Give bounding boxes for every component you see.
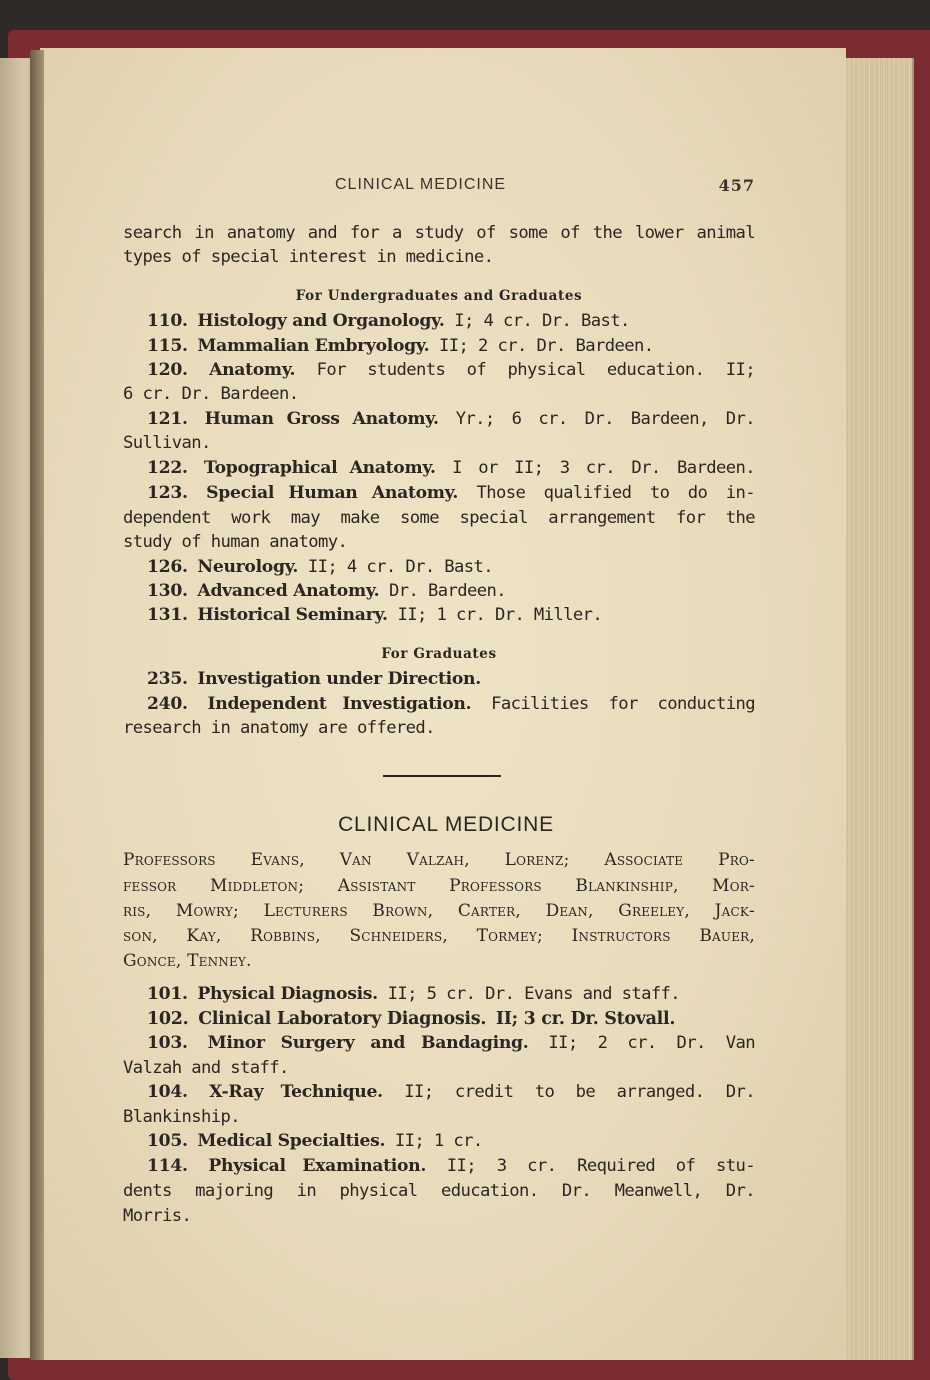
course-details: II; 2 cr. Dr. Bardeen. xyxy=(439,336,654,356)
staff-line: ris, Mowry; Lecturers Brown, Carter, Dean, Greeley, Jack- xyxy=(123,901,755,921)
course-114 xyxy=(147,1154,755,1178)
course-title: Clinical Laboratory Diagnosis. xyxy=(198,1009,487,1029)
course-104 xyxy=(147,1080,755,1104)
staff-line: fessor Middleton; Assistant Professors Blankinship, Mor- xyxy=(123,876,755,896)
section-divider xyxy=(383,775,501,777)
course-123 xyxy=(147,481,755,505)
course-126 xyxy=(147,555,755,579)
course-number: 120. xyxy=(147,360,188,380)
course-121 xyxy=(147,407,755,431)
course-details: Those qualified to do in- xyxy=(476,483,755,503)
course-title: Topographical Anatomy. xyxy=(204,458,436,478)
course-details: Dr. Bardeen. xyxy=(389,581,506,601)
course-details: II; 2 cr. Dr. Van xyxy=(548,1033,756,1053)
course-240-cont: research in anatomy are offered. xyxy=(123,718,435,738)
course-title: Minor Surgery and Bandaging. xyxy=(207,1033,529,1053)
course-number: 114. xyxy=(147,1156,188,1176)
course-122 xyxy=(147,456,755,480)
course-details: I or II; 3 cr. Dr. Bardeen. xyxy=(452,458,756,478)
course-105 xyxy=(147,1129,755,1153)
book-gutter xyxy=(30,50,44,1360)
course-title: Neurology. xyxy=(197,557,299,577)
course-title: Historical Seminary. xyxy=(197,605,388,625)
course-details: II; 3 cr. Dr. Stovall. xyxy=(495,1009,676,1029)
staff-line: Gonce, Tenney. xyxy=(123,951,252,971)
course-number: 123. xyxy=(147,483,188,503)
course-details: Facilities for conducting xyxy=(491,694,756,714)
running-title: CLINICAL MEDICINE xyxy=(335,176,507,193)
course-number: 115. xyxy=(147,336,188,356)
course-131 xyxy=(147,603,755,627)
course-details: II; 3 cr. Required of stu- xyxy=(446,1156,755,1176)
paragraph-line: search in anatomy and for a study of some of the lower animal xyxy=(123,223,755,243)
course-number: 105. xyxy=(147,1131,188,1151)
course-title: Special Human Anatomy. xyxy=(206,483,459,503)
course-title: Histology and Organology. xyxy=(197,311,445,331)
course-number: 104. xyxy=(147,1082,188,1102)
course-120-cont: 6 cr. Dr. Bardeen. xyxy=(123,384,299,404)
course-number: 101. xyxy=(147,984,188,1004)
course-240 xyxy=(147,692,755,716)
running-header xyxy=(123,176,755,198)
course-title: Medical Specialties. xyxy=(197,1131,386,1151)
course-title: Advanced Anatomy. xyxy=(197,581,380,601)
course-title: X-Ray Technique. xyxy=(209,1082,383,1102)
course-123-cont: dependent work may make some special arrangement for the xyxy=(123,508,755,528)
course-114-cont: dents majoring in physical education. Dr. Meanwell, Dr. xyxy=(123,1181,755,1201)
section-title: CLINICAL MEDICINE xyxy=(338,813,554,836)
course-title: Physical Examination. xyxy=(208,1156,427,1176)
course-number: 130. xyxy=(147,581,188,601)
page-number: 457 xyxy=(718,176,755,195)
course-104-cont: Blankinship. xyxy=(123,1107,240,1127)
course-number: 235. xyxy=(147,669,188,689)
course-details: For students of physical education. II; xyxy=(316,360,755,380)
course-title: Human Gross Anatomy. xyxy=(204,409,439,429)
course-details: II; 5 cr. Dr. Evans and staff. xyxy=(387,984,681,1004)
course-number: 110. xyxy=(147,311,188,331)
course-number: 126. xyxy=(147,557,188,577)
course-number: 122. xyxy=(147,458,188,478)
subheading-undergrad: For Undergraduates and Graduates xyxy=(295,288,583,304)
course-130 xyxy=(147,579,755,603)
course-101 xyxy=(147,982,755,1006)
course-number: 102. xyxy=(147,1009,189,1029)
course-details: II; credit to be arranged. Dr. xyxy=(404,1082,755,1102)
course-121-cont: Sullivan. xyxy=(123,433,211,453)
course-number: 240. xyxy=(147,694,188,714)
course-120 xyxy=(147,358,755,382)
course-number: 131. xyxy=(147,605,188,625)
course-details: II; 4 cr. Dr. Bast. xyxy=(307,557,494,577)
course-title: Mammalian Embryology. xyxy=(197,336,430,356)
course-details: Yr.; 6 cr. Dr. Bardeen, Dr. xyxy=(455,409,755,429)
course-title: Physical Diagnosis. xyxy=(197,984,378,1004)
course-102 xyxy=(147,1007,755,1031)
course-115 xyxy=(147,334,755,358)
page-edges xyxy=(846,58,914,1360)
course-114-cont: Morris. xyxy=(123,1206,192,1226)
course-details: II; 1 cr. Dr. Miller. xyxy=(397,605,603,625)
course-title: Anatomy. xyxy=(209,360,296,380)
course-235 xyxy=(147,667,755,691)
course-number: 121. xyxy=(147,409,188,429)
subheading-graduates: For Graduates xyxy=(381,646,497,662)
course-110 xyxy=(147,309,755,333)
course-123-cont: study of human anatomy. xyxy=(123,532,348,552)
paragraph-line: types of special interest in medicine. xyxy=(123,247,494,267)
course-103 xyxy=(147,1031,755,1055)
course-number: 103. xyxy=(147,1033,188,1053)
course-title: Investigation under Direction. xyxy=(197,669,481,689)
course-title: Independent Investigation. xyxy=(207,694,472,714)
staff-line: Professors Evans, Van Valzah, Lorenz; Associate Pro- xyxy=(123,850,755,870)
staff-line: son, Kay, Robbins, Schneiders, Tormey; Instructors Bauer, xyxy=(123,926,755,946)
course-103-cont: Valzah and staff. xyxy=(123,1058,289,1078)
course-details: I; 4 cr. Dr. Bast. xyxy=(454,311,630,331)
course-details: II; 1 cr. xyxy=(394,1131,483,1151)
